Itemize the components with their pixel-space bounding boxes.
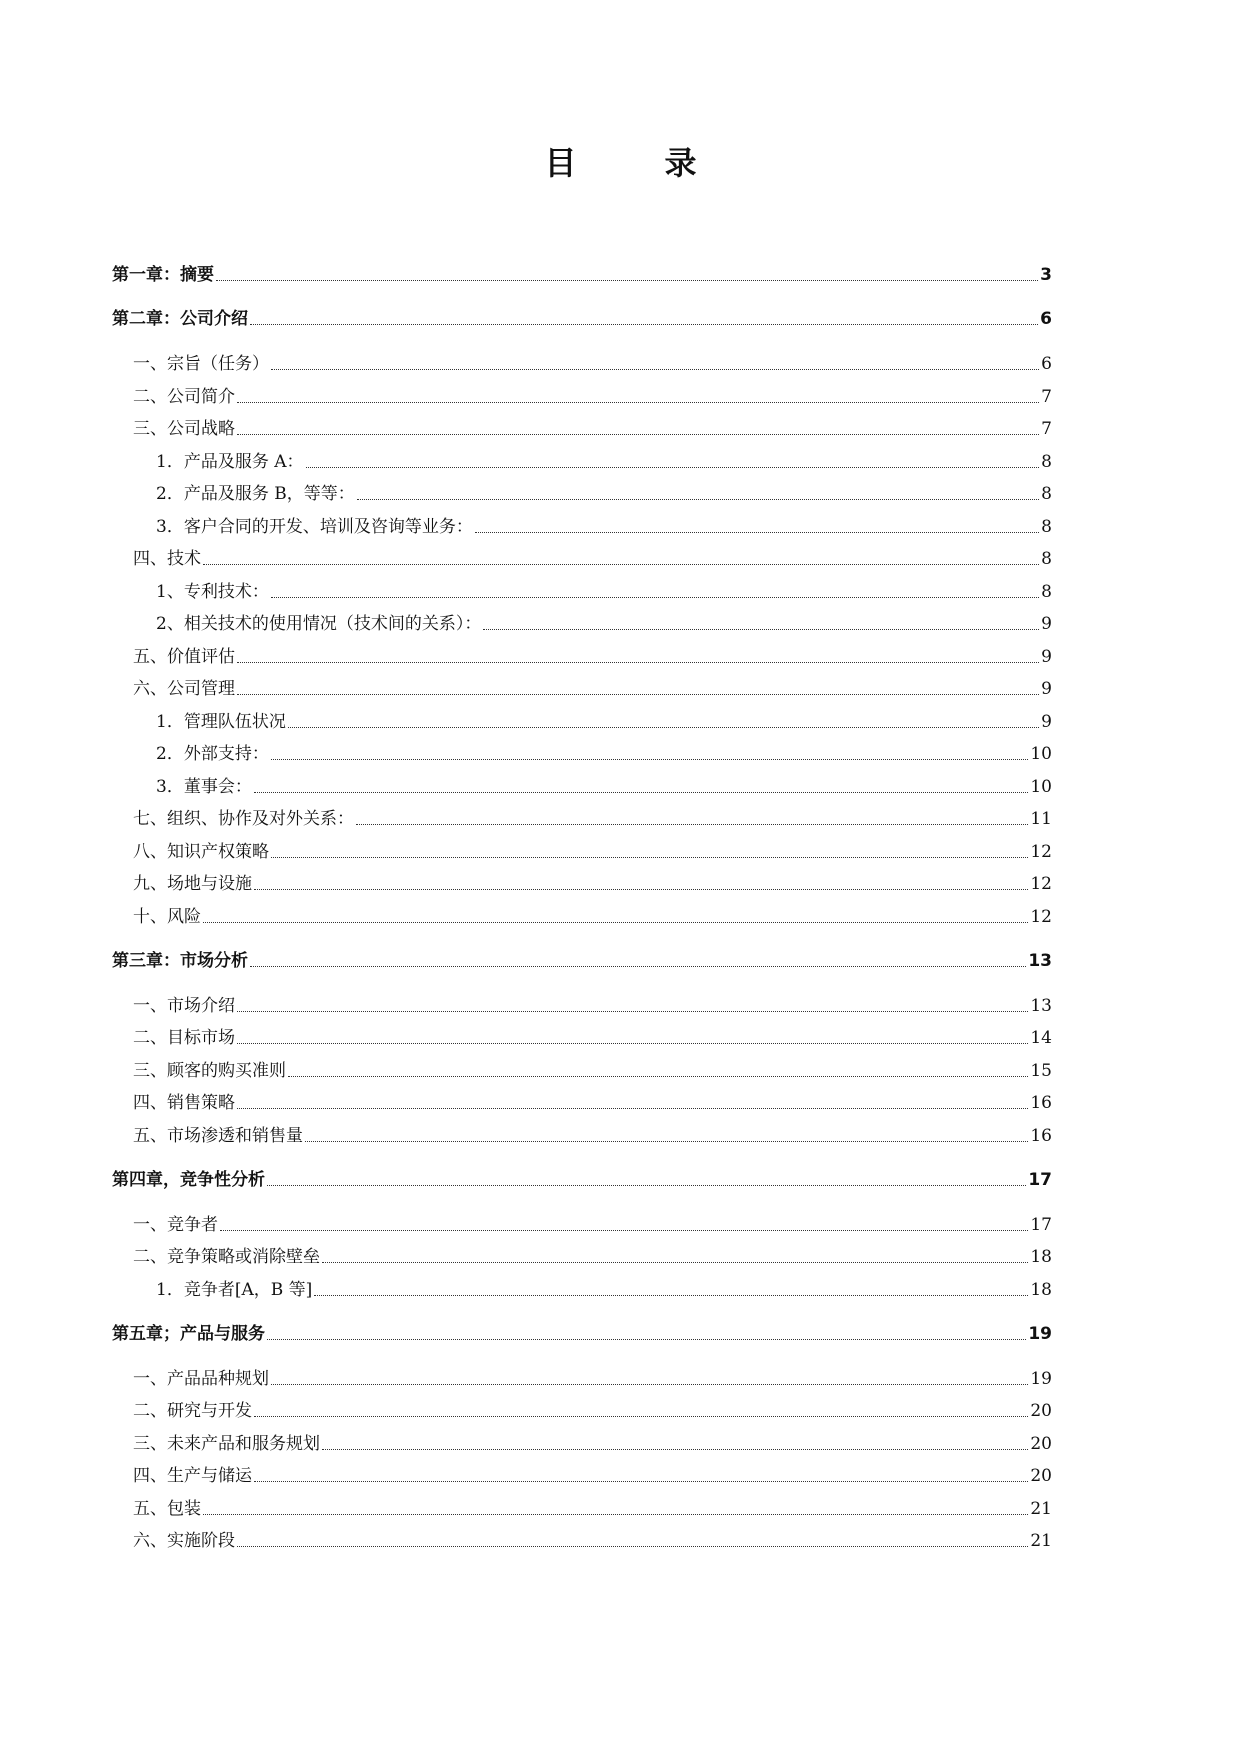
toc-item-label: 第三章：市场分析 <box>112 950 248 971</box>
toc-page-number: 8 <box>1041 549 1052 569</box>
toc-chapter[interactable] <box>112 262 1052 288</box>
toc-item-label: 九、场地与设施 <box>133 874 252 894</box>
toc-item[interactable] <box>133 1123 1052 1149</box>
toc-item[interactable] <box>133 871 1052 897</box>
toc-item[interactable] <box>156 741 1052 767</box>
toc-page-number: 17 <box>1028 1169 1052 1190</box>
dot-leader <box>271 369 1039 370</box>
toc-item[interactable] <box>133 1496 1052 1522</box>
toc-page-number: 19 <box>1030 1368 1052 1389</box>
dot-leader <box>356 824 1028 825</box>
toc-item-label: 五、价值评估 <box>133 646 235 667</box>
dot-leader <box>254 1481 1028 1482</box>
toc-item-label: 2、相关技术的使用情况（技术间的关系）： <box>156 614 482 634</box>
toc-item-label: 第二章：公司介绍 <box>112 309 248 329</box>
dot-leader <box>271 857 1028 858</box>
toc-item[interactable] <box>156 709 1052 735</box>
toc-item-label: 七、组织、协作及对外关系： <box>133 809 354 829</box>
dot-leader <box>271 759 1029 760</box>
toc-page-number: 10 <box>1030 744 1052 764</box>
toc-item-label: 2．产品及服务 B，等等： <box>156 484 355 504</box>
toc-page-number: 13 <box>1030 995 1052 1016</box>
toc-item-label: 3．客户合同的开发、培训及咨询等业务： <box>156 516 473 537</box>
dot-leader <box>271 597 1039 598</box>
dot-leader <box>237 434 1039 435</box>
toc-item-label: 二、研究与开发 <box>133 1401 252 1421</box>
toc-item[interactable] <box>133 1431 1052 1457</box>
toc-item[interactable] <box>156 774 1052 800</box>
toc-item-label: 十、风险 <box>133 906 201 927</box>
toc-page-number: 3 <box>1040 265 1052 285</box>
toc-item[interactable] <box>133 1058 1052 1084</box>
toc-item-label: 3．董事会： <box>156 776 252 797</box>
dot-leader <box>237 1546 1028 1547</box>
toc-chapter[interactable] <box>112 306 1052 332</box>
toc-page-number: 15 <box>1030 1060 1052 1081</box>
toc-item[interactable] <box>156 579 1052 605</box>
toc-item[interactable] <box>133 1244 1052 1270</box>
toc-item-label: 六、公司管理 <box>133 679 235 699</box>
dot-leader <box>322 1449 1028 1450</box>
dot-leader <box>288 727 1039 728</box>
dot-leader <box>357 499 1039 500</box>
dot-leader <box>237 694 1039 695</box>
toc-item-label: 四、生产与储运 <box>133 1466 252 1486</box>
toc-item[interactable] <box>133 676 1052 702</box>
toc-item-label: 一、宗旨（任务） <box>133 354 269 374</box>
toc-page-number: 19 <box>1028 1323 1052 1344</box>
toc-item[interactable] <box>133 416 1052 442</box>
toc-item-label: 一、市场介绍 <box>133 995 235 1016</box>
toc-item[interactable] <box>133 1463 1052 1489</box>
toc-chapter[interactable] <box>112 1321 1052 1347</box>
dot-leader <box>483 629 1039 630</box>
toc-item-label: 六、实施阶段 <box>133 1531 235 1551</box>
toc-page-number: 20 <box>1030 1401 1052 1421</box>
toc-item-label: 第一章：摘要 <box>112 265 214 285</box>
toc-page-number: 20 <box>1030 1433 1052 1454</box>
toc-page-number: 6 <box>1041 354 1052 374</box>
toc-item-label: 1．竞争者[A，B 等] <box>156 1279 313 1300</box>
toc-page-number: 10 <box>1030 776 1052 797</box>
page-title: 目 录 <box>544 144 725 182</box>
dot-leader <box>203 1514 1028 1515</box>
dot-leader <box>305 1141 1028 1142</box>
toc-page-number: 6 <box>1040 309 1052 329</box>
dot-leader <box>250 966 1026 967</box>
toc-item[interactable] <box>133 1212 1052 1238</box>
toc-item[interactable] <box>133 993 1052 1019</box>
toc-item-label: 一、产品品种规划 <box>133 1368 269 1389</box>
dot-leader <box>267 1185 1026 1186</box>
toc-page-number: 9 <box>1041 646 1052 667</box>
toc-item[interactable] <box>133 1528 1052 1554</box>
toc-page-number: 21 <box>1030 1498 1052 1519</box>
toc-page-number: 7 <box>1041 386 1052 407</box>
dot-leader <box>254 792 1029 793</box>
toc-item-label: 四、销售策略 <box>133 1093 235 1113</box>
dot-leader <box>288 1076 1028 1077</box>
dot-leader <box>306 467 1040 468</box>
dot-leader <box>203 564 1039 565</box>
dot-leader <box>322 1262 1028 1263</box>
dot-leader <box>254 1416 1028 1417</box>
dot-leader <box>237 662 1039 663</box>
toc-item[interactable] <box>133 1090 1052 1116</box>
dot-leader <box>475 532 1039 533</box>
dot-leader <box>237 1108 1028 1109</box>
toc-item[interactable] <box>133 1398 1052 1424</box>
toc-item[interactable] <box>133 1366 1052 1392</box>
toc-page-number: 21 <box>1030 1531 1052 1551</box>
toc-item-label: 五、包装 <box>133 1498 201 1519</box>
toc-item-label: 1．管理队伍状况 <box>156 711 286 732</box>
toc-item-label: 二、竞争策略或消除壁垒 <box>133 1247 320 1267</box>
toc-item[interactable] <box>156 1277 1052 1303</box>
toc-item[interactable] <box>133 839 1052 865</box>
toc-item-label: 2．外部支持： <box>156 744 269 764</box>
toc-page-number: 20 <box>1030 1466 1052 1486</box>
toc-chapter[interactable] <box>112 1167 1052 1193</box>
toc-item[interactable] <box>156 481 1052 507</box>
toc-item-label: 1、专利技术： <box>156 581 269 602</box>
toc-page-number: 12 <box>1030 874 1052 894</box>
toc-item-label: 二、目标市场 <box>133 1028 235 1048</box>
toc-item-label: 1．产品及服务 A： <box>156 451 304 472</box>
toc-page-number: 8 <box>1041 581 1052 602</box>
toc-page-number: 14 <box>1030 1028 1052 1048</box>
toc-page-number: 9 <box>1041 711 1052 732</box>
toc-page-number: 9 <box>1041 679 1052 699</box>
toc-item-label: 三、未来产品和服务规划 <box>133 1433 320 1454</box>
toc-item-label: 四、技术 <box>133 549 201 569</box>
dot-leader <box>237 402 1039 403</box>
dot-leader <box>220 1230 1028 1231</box>
dot-leader <box>237 1011 1028 1012</box>
dot-leader <box>254 889 1028 890</box>
dot-leader <box>271 1384 1028 1385</box>
toc-item-label: 三、顾客的购买准则 <box>133 1060 286 1081</box>
toc-page-number: 18 <box>1030 1247 1052 1267</box>
toc-item-label: 五、市场渗透和销售量 <box>133 1125 303 1146</box>
toc-item-label: 第四章，竞争性分析 <box>112 1169 265 1190</box>
toc-item[interactable] <box>133 644 1052 670</box>
toc-item-label: 三、公司战略 <box>133 419 235 439</box>
dot-leader <box>203 922 1028 923</box>
dot-leader <box>267 1339 1026 1340</box>
toc-page-number: 17 <box>1030 1214 1052 1235</box>
toc-page-number: 8 <box>1041 484 1052 504</box>
toc-page-number: 8 <box>1041 516 1052 537</box>
toc-item[interactable] <box>156 449 1052 475</box>
toc-item-label: 第五章；产品与服务 <box>112 1323 265 1344</box>
toc-item[interactable] <box>133 384 1052 410</box>
toc-item[interactable] <box>133 1025 1052 1051</box>
toc-page-number: 7 <box>1041 419 1052 439</box>
dot-leader <box>216 280 1038 281</box>
toc-page-number: 12 <box>1030 906 1052 927</box>
toc-item[interactable] <box>133 904 1052 930</box>
toc-page-number: 16 <box>1030 1125 1052 1146</box>
dot-leader <box>250 324 1038 325</box>
dot-leader <box>237 1043 1028 1044</box>
toc-item[interactable] <box>133 806 1052 832</box>
toc-page-number: 9 <box>1041 614 1052 634</box>
toc-page-number: 18 <box>1030 1279 1052 1300</box>
toc-page-number: 8 <box>1041 451 1052 472</box>
toc-item-label: 八、知识产权策略 <box>133 841 269 862</box>
toc-page-number: 13 <box>1028 950 1052 971</box>
toc-page-number: 12 <box>1030 841 1052 862</box>
toc-item[interactable] <box>133 546 1052 572</box>
toc-page-number: 16 <box>1030 1093 1052 1113</box>
toc-item-label: 二、公司简介 <box>133 386 235 407</box>
toc-item[interactable] <box>156 514 1052 540</box>
toc-page-number: 11 <box>1030 809 1052 829</box>
toc-chapter[interactable] <box>112 948 1052 974</box>
toc-item-label: 一、竞争者 <box>133 1214 218 1235</box>
toc-item[interactable] <box>133 351 1052 377</box>
toc-item[interactable] <box>156 611 1052 637</box>
dot-leader <box>314 1295 1028 1296</box>
